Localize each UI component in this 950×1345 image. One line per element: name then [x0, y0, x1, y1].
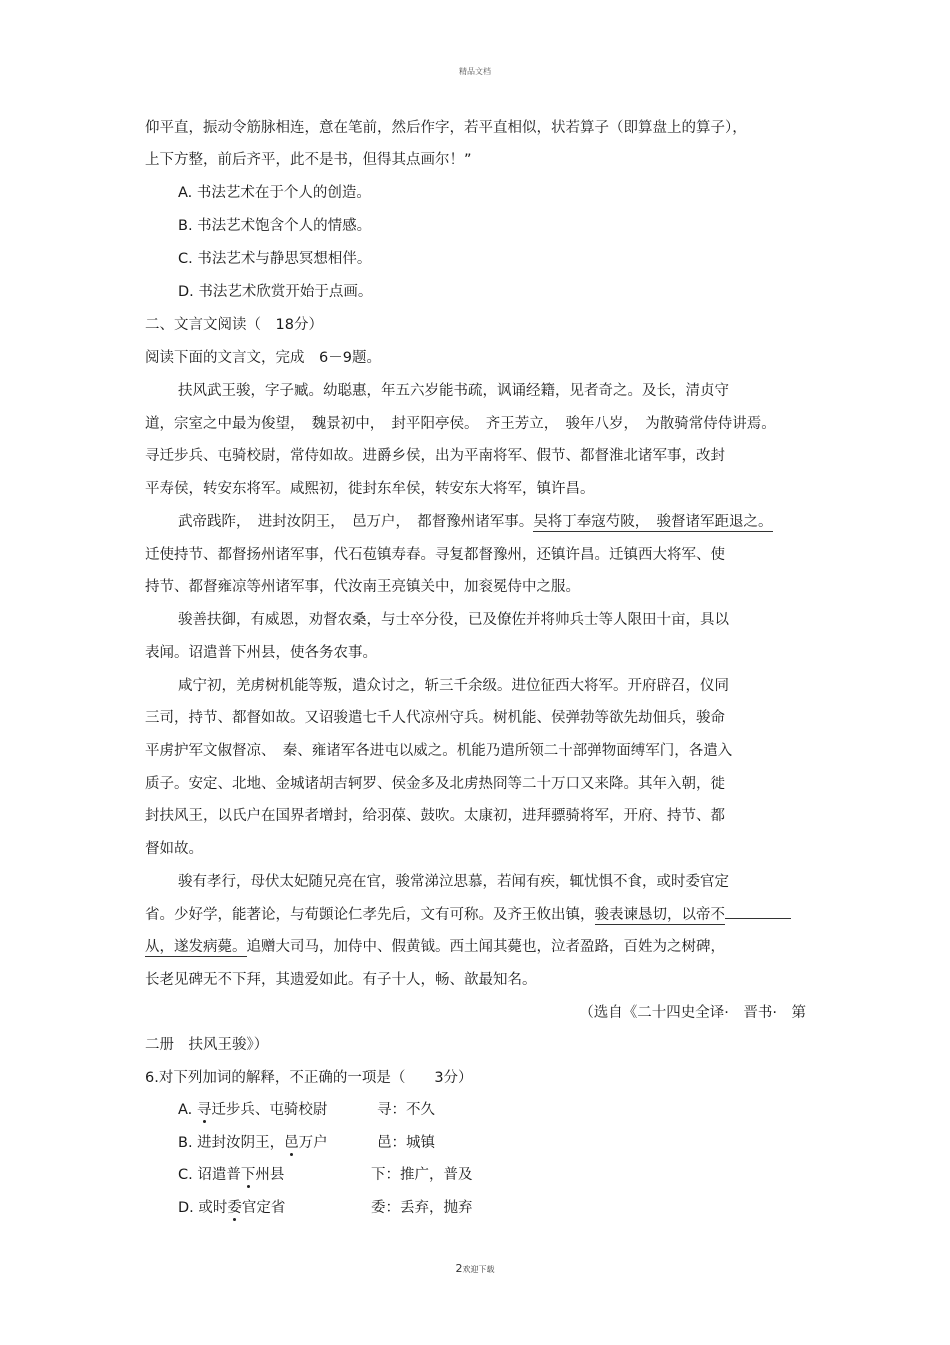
text-line: 表闻。诏遣普下州县，使各务农事。 [145, 645, 377, 661]
page-header: 精品文档 [459, 67, 491, 76]
source-citation: （选自《二十四史全译· 晋书· 第 [579, 1005, 806, 1021]
q6-option-a: A. 寻迁步兵、屯骑校尉 [178, 1102, 328, 1118]
text-line: 咸宁初，羌虏树机能等叛，遣众讨之，斩三千余级。进位征西大将军。开府辟召，仪同 [178, 678, 729, 694]
dotted-word: 下 [240, 1167, 256, 1183]
text-line: 持节、都督雍凉等州诸军事，代汝南王亮镇关中，加衮冕侍中之服。 [145, 579, 580, 595]
text-line: 骏善扶御，有威恩，劝督农桑，与士卒分役，已及僚佐并将帅兵士等人限田十亩，具以 [178, 612, 729, 628]
dotted-word: 邑 [284, 1135, 299, 1151]
text-line: 扶风武王骏，字子臧。幼聪惠，年五六岁能书疏，讽诵经籍，见者奇之。及长，清贞守 [178, 383, 729, 399]
source-citation: 二册 扶风王骏》） [145, 1037, 269, 1053]
page-footer [0, 1262, 950, 1275]
text-line: 三司，持节、都督如故。又诏骏遣七千人代凉州守兵。树机能、侯弹勃等欲先劫佃兵，骏命 [145, 710, 725, 726]
text-line: 迁使持节、都督扬州诸军事，代石苞镇寿春。寻复都督豫州，还镇许昌。迁镇西大将军、使 [145, 547, 725, 563]
q6-gloss-b: 邑：城镇 [377, 1135, 435, 1151]
text-line: 从，遂发病薨。追赠大司马，加侍中、假黄钺。西土闻其薨也，泣者盈路，百姓为之树碑， [145, 939, 725, 955]
page-number: 2 [455, 1262, 463, 1275]
text-line: 长老见碑无不下拜，其遗爱如此。有子十人，畅、歆最知名。 [145, 972, 537, 988]
q6-gloss-d: 委：丢弃，抛弃 [371, 1200, 473, 1216]
q6-gloss-c: 下：推广，普及 [371, 1167, 473, 1183]
text-line: 武帝践阼， 进封汝阴王， 邑万户， 都督豫州诸军事。吴将丁奉寇芍陂， 骏督诸军距退之。 [178, 514, 773, 530]
underlined-sentence: 骏表谏恳切，以帝不 [594, 907, 725, 923]
q6-gloss-a: 寻：不久 [377, 1102, 435, 1118]
q6-option-d: D. 或时委官定省 [178, 1200, 286, 1216]
text-line: 督如故。 [145, 841, 203, 857]
passage-line: 上下方整，前后齐平，此不是书，但得其点画尔！” [145, 152, 472, 168]
q5-option-d: D. 书法艺术欣赏开始于点画。 [178, 284, 373, 300]
section-instruction: 阅读下面的文言文，完成 6－9题。 [145, 350, 381, 366]
footer-text: 欢迎下载 [462, 1265, 495, 1274]
text-line: 骏有孝行，母伏太妃随兄亮在官，骏常涕泣思慕，若闻有疾，辄忧惧不食，或时委官定 [178, 874, 729, 890]
text-line: 道，宗室之中最为俊望， 魏景初中， 封平阳亭侯。 齐王芳立， 骏年八岁， 为散骑常侍侍讲焉。 [145, 416, 776, 432]
q6-option-b: B. 进封汝阴王，邑万户 [178, 1135, 328, 1151]
text-line: 省。少好学，能著论，与荀顗论仁孝先后，文有可称。及齐王攸出镇，骏表谏恳切，以帝不 [145, 905, 791, 925]
text-line: 质子。安定、北地、金城诸胡吉轲罗、侯金多及北虏热冏等二十万口又来降。其年入朝，徙 [145, 776, 725, 792]
q5-option-c: C. 书法艺术与静思冥想相伴。 [178, 251, 372, 267]
q5-option-a: A. 书法艺术在于个人的创造。 [178, 185, 371, 201]
question-stem: 6.对下列加词的解释，不正确的一项是（ 3分） [145, 1070, 473, 1086]
q6-option-c: C. 诏遣普下州县 [178, 1167, 285, 1183]
text-line: 平寿侯，转安东将军。咸熙初，徙封东牟侯，转安东大将军，镇许昌。 [145, 481, 595, 497]
dotted-word: 委 [227, 1200, 242, 1216]
passage-line: 仰平直，振动令筋脉相连，意在笔前，然后作字，若平直相似，状若算子（即算盘上的算子）， [145, 120, 747, 136]
dotted-word: 寻 [196, 1102, 212, 1118]
text-line: 平虏护军文俶督凉、 秦、雍诸军各进屯以威之。机能乃遣所领二十部弹物面缚军门，各遣入 [145, 743, 733, 759]
underlined-sentence: 从，遂发病薨。 [145, 939, 247, 955]
underlined-sentence: 吴将丁奉寇芍陂， 骏督诸军距退之。 [533, 514, 773, 530]
text-line: 封扶风王，以氏户在国界者增封，给羽葆、鼓吹。太康初，进拜骠骑将军，开府、持节、都 [145, 808, 725, 824]
q5-option-b: B. 书法艺术饱含个人的情感。 [178, 218, 372, 234]
section-title: 二、文言文阅读（ 18分） [145, 317, 323, 333]
underline-extension [725, 917, 791, 919]
text-line: 寻迁步兵、屯骑校尉，常侍如故。进爵乡侯，出为平南将军、假节、都督淮北诸军事，改封 [145, 448, 725, 464]
